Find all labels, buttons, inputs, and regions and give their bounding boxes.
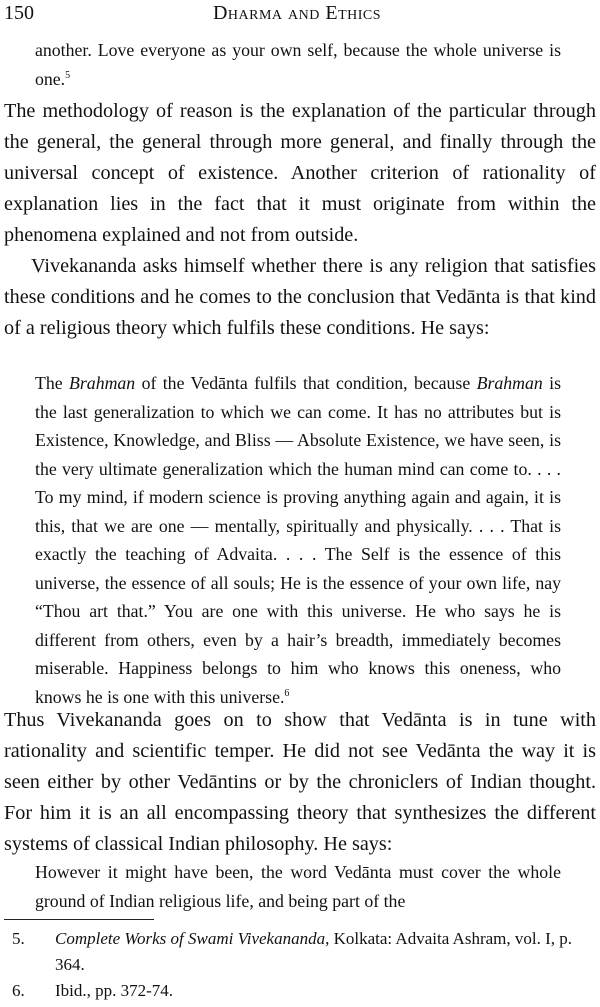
block-quote-continued	[35, 36, 561, 93]
footnote-ref-5: 5	[65, 69, 71, 81]
footnote-6	[12, 978, 596, 1004]
block-quote-brahman	[35, 369, 561, 711]
footnote-ref-6: 6	[284, 687, 290, 699]
running-head: Dharma and Ethics	[212, 2, 382, 24]
quote-text: The	[35, 373, 70, 393]
footnote-number: 5.	[12, 929, 25, 948]
footnote-citation: Ibid., pp. 372-74.	[55, 981, 174, 1000]
quote-text: of the Vedānta fulfils that condition, because	[135, 373, 477, 393]
block-quote-vedanta: However it might have been, the word Vedānta must cover the whole ground of Indian religious life, and being part of the	[35, 862, 561, 911]
body-paragraph-methodology: The methodology of reason is the explanation of the particular through the general, the general through more general, and finally through the universal concept of existence. Another criterion of rationality of explanation lies in the fact that it must originate from within the phenomena explained and not from outside.	[4, 100, 596, 246]
brahman-term: Brahman	[476, 373, 543, 393]
quote-text: another. Love everyone as your own self, because the whole universe is one.	[35, 40, 561, 89]
footnote-5	[12, 926, 596, 978]
page-header	[4, 2, 590, 28]
quote-text: is the last generalization to which we can come. It has no attributes but is Existence, Knowledge, and Bliss — Absolute Existence, we have seen, is the very ultimate generalization which the human mind can come to. . . . To my mind, if modern science is proving anything again and again, it is this, that we are one — mentally, spiritually and physically. . . . That is exactly the teaching of Advaita. . . . The Self is the essence of this universe, the essence of all souls; He is the essence of your own life, nay “Thou art that.” You are one with this universe. He who says he is different from others, even by a hair’s breadth, immediately becomes miserable. Happiness belongs to him who knows this oneness, who knows he is one with this universe.	[35, 373, 562, 707]
footnote-title: Complete Works of Swami Vivekananda	[55, 929, 326, 948]
body-paragraph-thus-vivekananda: Thus Vivekananda goes on to show that Vedānta is in tune with rationality and scientific temper. He did not see Vedānta the way it is seen either by other Vedāntins or by the chroniclers of Indian thought. For him it is an all encompassing theory that synthesizes the different systems of classical Indian philosophy. He says:	[4, 709, 596, 855]
footnote-text	[12, 926, 596, 978]
body-paragraph-vivekananda-asks: Vivekananda asks himself whether there is any religion that satisfies these conditions and he comes to the conclusion that Vedānta is that kind of a religious theory which fulfils these conditions. He says:	[4, 255, 596, 339]
footnote-number: 6.	[12, 981, 25, 1000]
brahman-term: Brahman	[69, 373, 136, 393]
page-number: 150	[4, 2, 34, 24]
footnote-divider	[4, 919, 154, 920]
footnote-text	[12, 978, 596, 1004]
footnote-citation: , Kolkata: Advaita Ashram, vol. I, p. 364.	[55, 929, 573, 974]
